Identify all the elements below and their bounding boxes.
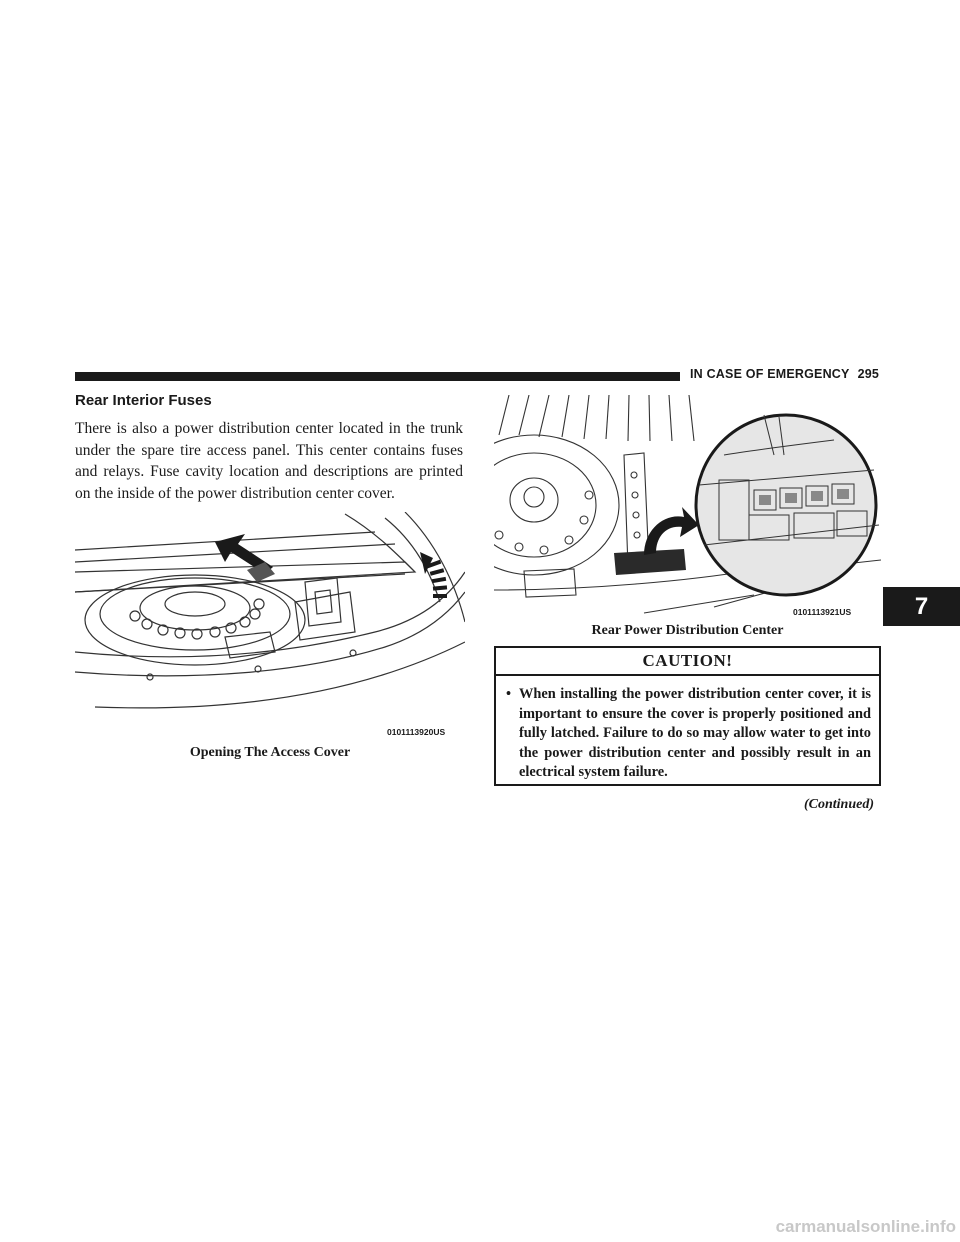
figure-code: 0101113921US [793,607,852,617]
watermark: carmanualsonline.info [775,1217,956,1236]
header-rule [75,372,680,381]
caution-title: CAUTION! [496,648,879,676]
bullet-icon: • [506,686,512,702]
section-title: Rear Interior Fuses [75,392,212,409]
body-paragraph: There is also a power distribution center located in the trunk under the spare tire access panel. This center contains fuses and relays. Fuse cavity location and descriptions are printed on the inside of the power distribution center cover. [75,420,463,502]
continued-note: (Continued) [803,797,874,812]
figure-caption: Rear Power Distribution Center [591,623,784,638]
illustration-power-distribution-center [494,395,881,617]
header-section: IN CASE OF EMERGENCY [690,367,850,381]
figure-code: 0101113920US [387,727,446,737]
caution-item [496,676,879,783]
running-header [690,367,890,381]
caution-box [494,646,881,786]
figure-rear-power-distribution-center [494,395,881,617]
figure-caption: Opening The Access Cover [189,745,351,760]
caution-text: When installing the power distribution center cover, it is important to ensure the cover is properly positioned and fully latched. Failure to do so may allow water to get into the power distribution center and possibly result in an electrical system failure. [519,686,871,780]
page-number: 295 [857,367,880,381]
figure-opening-access-cover [75,512,465,742]
illustration-trunk-access-cover [75,512,465,742]
chapter-tab: 7 [883,587,960,626]
